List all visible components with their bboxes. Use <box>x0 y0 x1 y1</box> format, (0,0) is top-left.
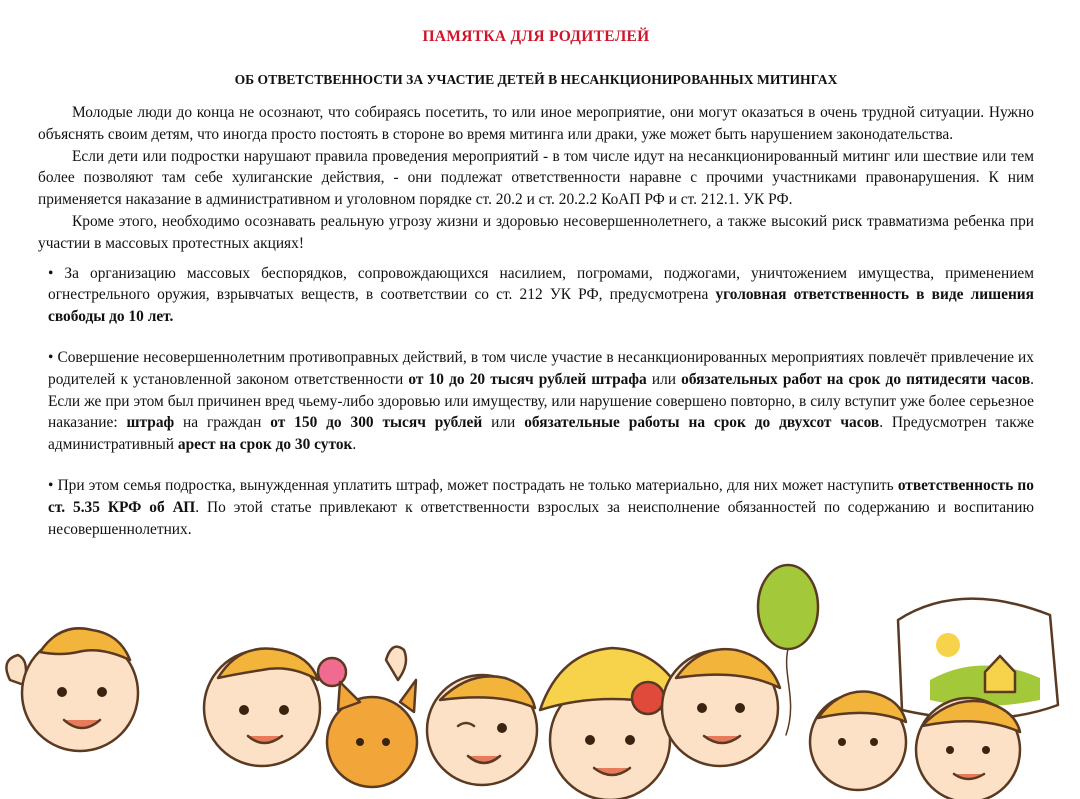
cat-icon <box>327 680 417 787</box>
bullet-item-2: • Совершение несовершеннолетним противоправных действий, в том числе участие в несанкционированных мероприятиях повлечёт привлечение их родителей к установленной законом ответственности от 10 до 20 тысяч рублей штрафа или обязательных работ на срок до пятидесяти часов. Если же при этом был причинен вред чьему-либо здоровью или имуществу, или нарушение совершено повторно, в силу вступит уже более серьезное наказание: штраф на граждан от 150 до 300 тысяч рублей или обязательные работы на срок до двухсот часов. Предусмотрен также административный арест на срок до 30 суток. <box>48 348 1034 454</box>
paragraph-1: Молодые люди до конца не осознают, что собираясь посетить, то или иное мероприятие, они могут оказаться в очень трудной ситуации. Нужно объяснять своим детям, что иногда просто постоять в стороне во время митинга или драки, уже может быть нарушением законодательства. <box>38 104 1034 143</box>
child-3-icon <box>427 675 537 785</box>
bullet-item-1: • За организацию массовых беспорядков, сопровождающихся насилием, погромами, поджогами, уничтожением имущества, применением огнестрельного оружия, взрывчатых веществ, в соответствии со ст. 212 УК РФ, предусмотрена уголовная ответственность в виде лишения свободы до 10 лет. <box>48 264 1035 326</box>
child-6-icon <box>810 692 906 790</box>
page-title: ПАМЯТКА ДЛЯ РОДИТЕЛЕЙ <box>422 28 650 45</box>
child-7-icon <box>916 698 1020 799</box>
paragraph-3: Кроме этого, необходимо осознавать реальную угрозу жизни и здоровью несовершеннолетнего, а также высокий риск травматизма ребенка при участии в массовых протестных акциях! <box>38 212 1034 252</box>
child-5-icon <box>662 649 780 766</box>
page-subtitle: ОБ ОТВЕТСТВЕННОСТИ ЗА УЧАСТИЕ ДЕТЕЙ В НЕСАНКЦИОНИРОВАННЫХ МИТИНГАХ <box>234 72 838 87</box>
paragraph-2: Если дети или подростки нарушают правила проведения мероприятий - в том числе идут на несанкционированный митинг или шествие или тем более позволяют там себе хулиганские действия, - они подлежат ответственности наравне с прочими участниками правонарушения. К ним применяется наказание в административном и уголовном порядке ст. 20.2 и ст. 20.2.2 КоАП РФ и ст. 212.1. УК РФ. <box>38 147 1034 209</box>
bullet-item-3: • При этом семья подростка, вынужденная уплатить штраф, может пострадать не только материально, для них может наступить ответственность по ст. 5.35 КРФ об АП. По этой статье привлекают к ответственности взрослых за неисполнение обязанностей по содержанию и воспитанию несовершеннолетних. <box>48 476 1035 538</box>
child-1-icon <box>6 628 138 751</box>
children-illustration <box>0 560 1080 799</box>
memo-document <box>38 28 1034 540</box>
